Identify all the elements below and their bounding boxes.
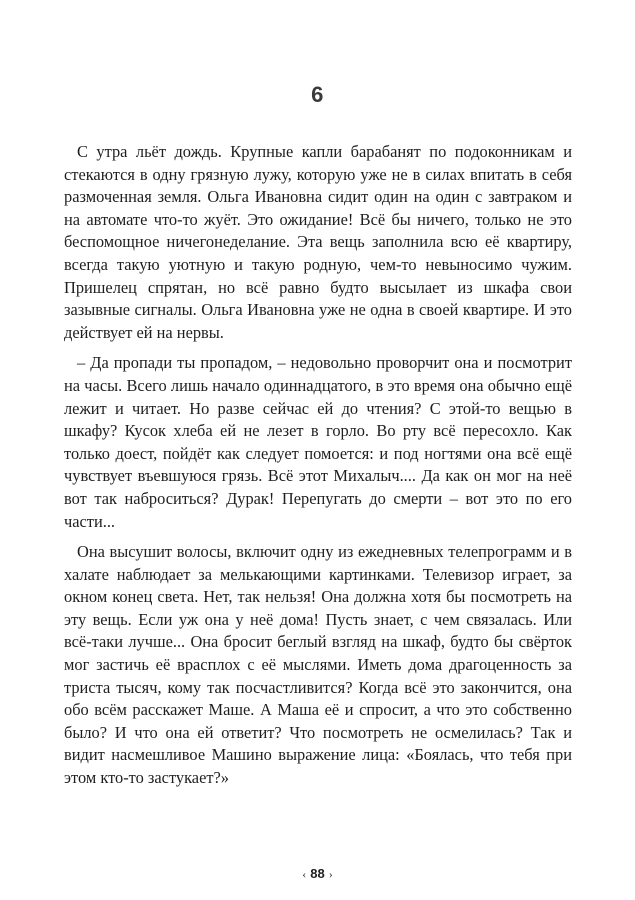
paragraph: Она высушит волосы, включит одну из ежедневных телепрограмм и в халате наблюдает за мелькающими картинками. Телевизор играет, за окном конец света. Нет, так нельзя! Она должна хотя бы посмотреть на эту вещь. Если уж она у неё дома! Пусть знает, с чем связалась. Или всё-таки лучше... Она бросит беглый взгляд на шкаф, будто бы свёрток мог застичь её врасплох с её мыслями. Иметь дома драгоценность за триста тысяч, кому так посчастливится? Когда всё это закончится, она обо всём расскажет Маше. А Маша её и спросит, а что это собственно было? И что она ей ответит? Что посмотреть не осмелилась? Так и видит насмешливое Машино выражение лица: «Боялась, что тебя при этом кто-то застукает?» <box>64 542 572 788</box>
page-footer <box>0 866 635 883</box>
chapter-number: 6 <box>311 82 324 107</box>
paragraph: С утра льёт дождь. Крупные капли барабанят по подоконникам и стекаются в одну грязную лужу, которую уже не в силах впитать в себя размоченная земля. Ольга Ивановна сидит один на один с завтраком и на автомате что-то жуёт. Это ожидание! Всё бы ничего, только не это беспомощное ничегонеделание. Эта вещь заполнила всю её квартиру, всегда такую уютную и такую родную, чем-то невыносимо чужим. Пришелец спрятан, но всё равно будто высылает из шкафа свои зазывные сигналы. Ольга Ивановна уже не одна в своей квартире. И это действует ей на нервы. <box>64 142 572 342</box>
folio-bracket-left: ‹ <box>302 867 307 881</box>
body-text <box>64 141 572 790</box>
page-number: 88 <box>310 866 325 881</box>
paragraph: – Да пропади ты пропадом, – недовольно проворчит она и посмотрит на часы. Всего лишь начало одиннадцатого, в это время она обычно ещё лежит и читает. Но разве сейчас ей до чтения? С этой-то вещью в шкафу? Кусок хлеба ей не лезет в горло. Во рту всё пересохло. Как только доест, пойдёт как следует помоется: и под ногтями она всё ещё чувствует въевшуюся грязь. Всё этот Михалыч.... Да как он мог на неё вот так наброситься? Дурак! Перепугать до смерти – вот это по его части... <box>64 353 572 531</box>
folio-bracket-right: › <box>328 867 333 881</box>
